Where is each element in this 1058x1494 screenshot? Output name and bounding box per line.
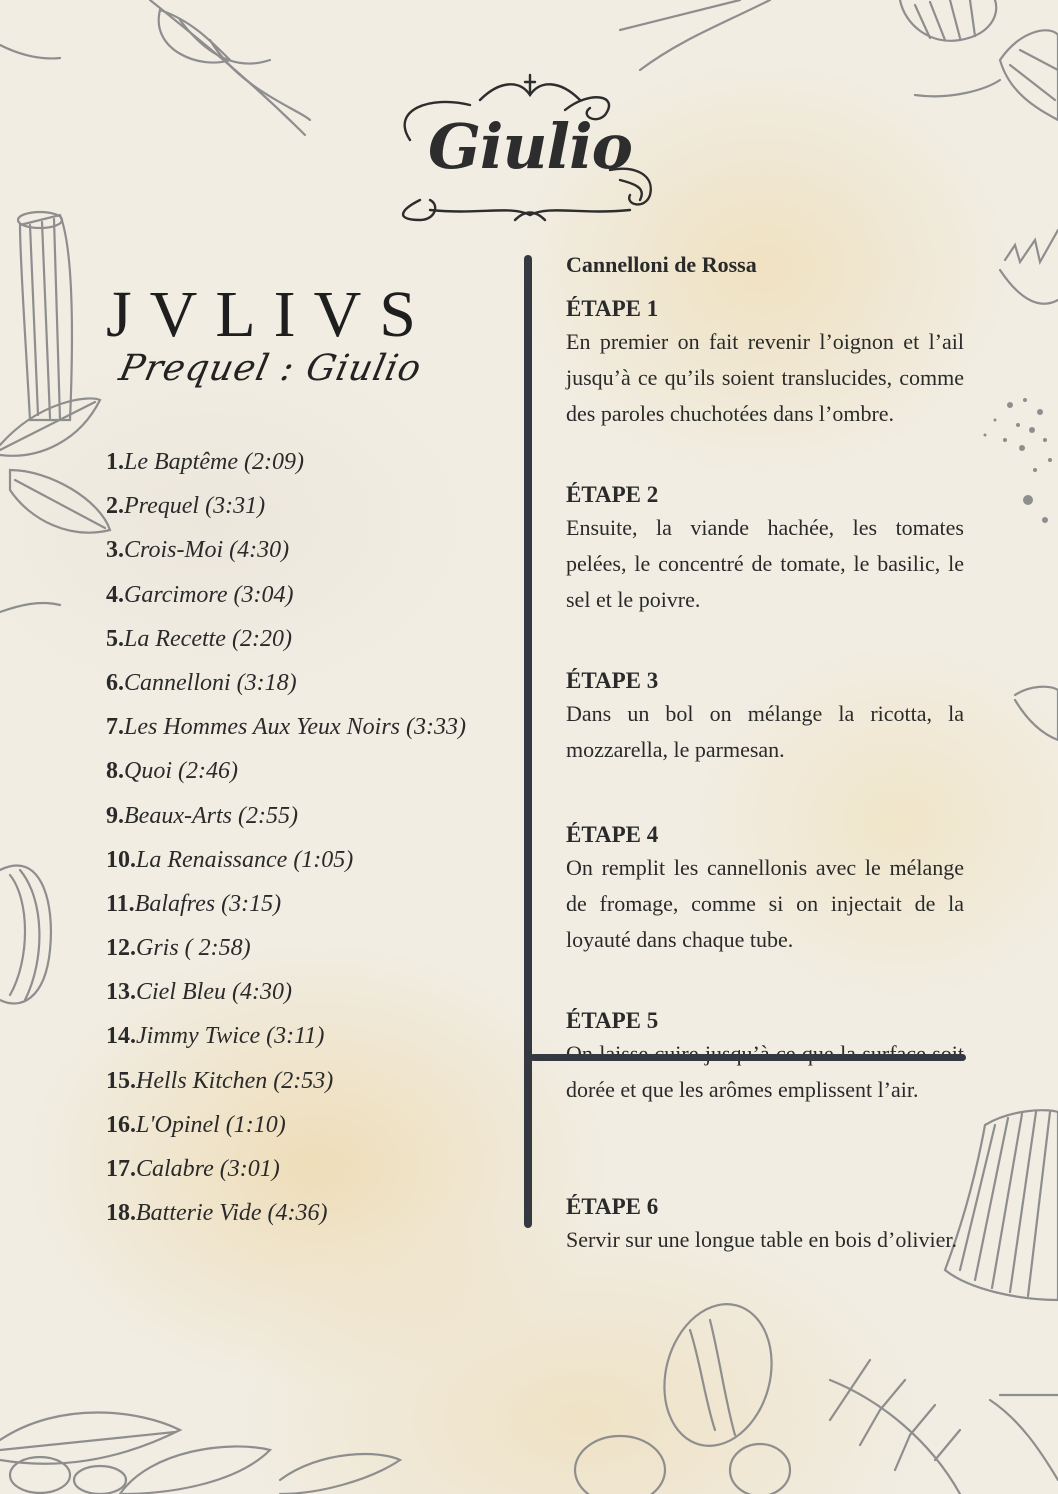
track-item: [106, 974, 506, 1018]
recipe-step-2: [566, 480, 964, 618]
recipe-section: [566, 252, 964, 1252]
track-number: 2.: [106, 493, 124, 520]
horizontal-divider: [530, 1054, 966, 1061]
step-text: Servir sur une longue table en bois d’olivier.: [566, 1227, 958, 1252]
track-item: [106, 1018, 506, 1062]
track-item: [106, 886, 506, 930]
track-item: [106, 1195, 506, 1239]
recipe-title: Cannelloni de Rossa: [566, 252, 757, 277]
track-item: [106, 444, 506, 488]
track-number: 7.: [106, 714, 124, 741]
track-title: Cannelloni (3:18): [124, 669, 297, 696]
track-item: [106, 709, 506, 753]
track-number: 3.: [106, 537, 124, 564]
track-item: [106, 930, 506, 974]
track-title: Balafres (3:15): [134, 890, 282, 917]
recipe-step-1: [566, 294, 964, 432]
album-subtitle: Prequel : Giulio: [115, 348, 426, 389]
track-item: [106, 1151, 506, 1195]
track-title: Les Hommes Aux Yeux Noirs (3:33): [124, 714, 466, 741]
track-title: Jimmy Twice (3:11): [136, 1023, 325, 1050]
track-number: 10.: [106, 846, 136, 873]
step-text: Dans un bol on mélange la ricotta, la mozzarella, le parmesan.: [566, 701, 964, 762]
step-text: dorée et que les arômes emplissent l’air.: [566, 1077, 919, 1102]
track-title: Crois-Moi (4:30): [124, 537, 290, 564]
track-title: La Renaissance (1:05): [136, 846, 354, 873]
step-heading: ÉTAPE 2: [566, 482, 659, 507]
track-item: [106, 621, 506, 665]
track-item: [106, 842, 506, 886]
track-item: [106, 488, 506, 532]
track-title: Hells Kitchen (2:53): [136, 1067, 334, 1094]
album-title: JVLIVS: [106, 278, 435, 351]
step-heading: ÉTAPE 3: [566, 668, 659, 693]
logo-text: Giulio: [427, 110, 633, 183]
track-title: Gris ( 2:58): [136, 935, 251, 962]
track-title: La Recette (2:20): [124, 625, 292, 652]
step-heading: ÉTAPE 6: [566, 1194, 659, 1219]
step-text: En premier on fait revenir l’oignon et l’ail jusqu’à ce qu’ils soient translucides, comme des paroles chuchotées dans l’ombre.: [566, 329, 964, 426]
track-number: 6.: [106, 669, 124, 696]
track-title: Garcimore (3:04): [124, 581, 294, 608]
track-number: 15.: [106, 1067, 136, 1094]
track-title: L'Opinel (1:10): [136, 1111, 286, 1138]
recipe-step-4: [566, 820, 964, 958]
step-text: On remplit les cannellonis avec le mélange de fromage, comme si on injectait de la loyauté dans chaque tube.: [566, 855, 964, 952]
track-title: Beaux-Arts (2:55): [124, 802, 298, 829]
track-number: 14.: [106, 1023, 136, 1050]
track-number: 8.: [106, 758, 124, 785]
track-number: 11.: [106, 890, 135, 917]
track-number: 5.: [106, 625, 124, 652]
giulio-logo: [390, 70, 670, 230]
track-number: 17.: [106, 1156, 136, 1182]
step-heading: ÉTAPE 5: [566, 1008, 659, 1033]
track-title: Ciel Bleu (4:30): [136, 979, 292, 1006]
recipe-step-3: [566, 666, 964, 768]
track-number: 18.: [106, 1200, 136, 1227]
track-item: [106, 577, 506, 621]
track-title: Quoi (2:46): [124, 758, 238, 785]
track-item: [106, 1063, 506, 1107]
track-number: 16.: [106, 1111, 136, 1138]
track-title: Le Baptême (2:09): [124, 449, 304, 475]
track-title: Calabre (3:01): [136, 1156, 280, 1182]
track-item: [106, 798, 506, 842]
track-number: 12.: [106, 935, 136, 962]
track-number: 4.: [106, 581, 124, 608]
step-heading: ÉTAPE 4: [566, 822, 659, 847]
vertical-divider: [524, 255, 532, 1228]
track-title: Prequel (3:31): [124, 493, 266, 520]
track-item: [106, 532, 506, 576]
track-item: [106, 753, 506, 797]
track-number: 13.: [106, 979, 136, 1006]
step-text: Ensuite, la viande hachée, les tomates pelées, le concentré de tomate, le basilic, le sel et le poivre.: [566, 515, 964, 612]
recipe-step-6: [566, 1192, 964, 1258]
track-number: 9.: [106, 802, 124, 829]
tracklist: [106, 444, 506, 1239]
track-number: 1.: [106, 449, 124, 475]
track-item: [106, 665, 506, 709]
step-heading: ÉTAPE 1: [566, 296, 659, 321]
track-title: Batterie Vide (4:36): [136, 1200, 328, 1227]
track-item: [106, 1107, 506, 1151]
